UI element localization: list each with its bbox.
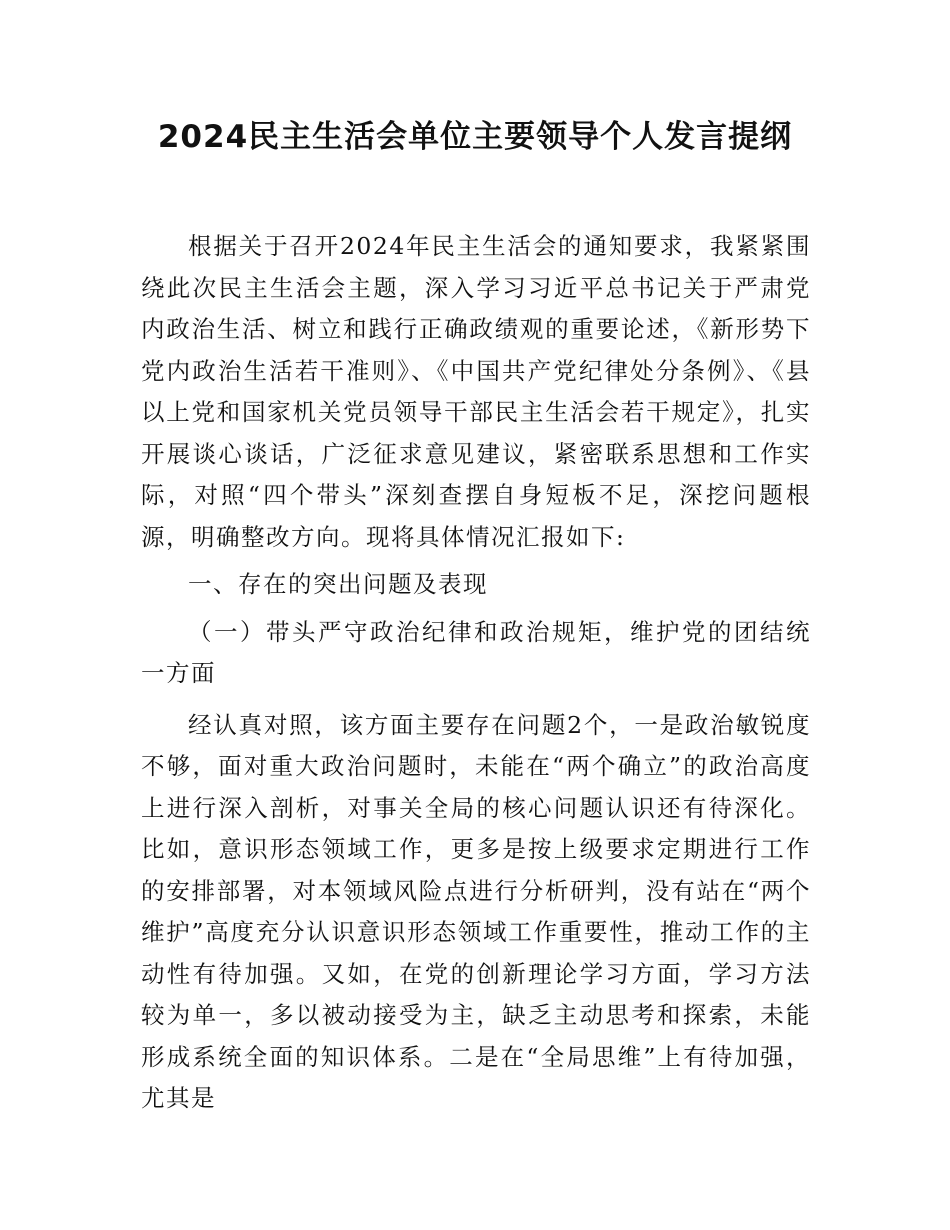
document-body	[141, 226, 811, 1120]
document-title: 2024民主生活会单位主要领导个人发言提纲	[157, 119, 793, 155]
intro-paragraph: 根据关于召开2024年民主生活会的通知要求，我紧紧围绕此次民主生活会主题，深入学习习近平总书记关于严肃党内政治生活、树立和践行正确政绩观的重要论述，《新形势下党内政治生活若干准则》、《中国共产党纪律处分条例》、《县以上党和国家机关党员领导干部民主生活会若干规定》，扎实开展谈心谈话，广泛征求意见建议，紧密联系思想和工作实际，对照“四个带头”深刻查摆自身短板不足，深挖问题根源，明确整改方向。现将具体情况汇报如下:	[141, 232, 811, 551]
subsection-heading: （一）带头严守政治纪律和政治规矩，维护党的团结统一方面	[141, 617, 811, 687]
section-heading: 一、存在的突出问题及表现	[188, 570, 488, 598]
body-paragraph: 经认真对照，该方面主要存在问题2个，一是政治敏锐度不够，面对重大政治问题时，未能在“两个确立”的政治高度上进行深入剖析，对事关全局的核心问题认识还有待深化。比如，意识形态领域工作，更多是按上级要求定期进行工作的安排部署，对本领域风险点进行分析研判，没有站在“两个维护”高度充分认识意识形态领域工作重要性，推动工作的主动性有待加强。又如，在党的创新理论学习方面，学习方法较为单一，多以被动接受为主，缺乏主动思考和探索，未能形成系统全面的知识体系。二是在“全局思维”上有待加强，尤其是	[141, 710, 811, 1112]
